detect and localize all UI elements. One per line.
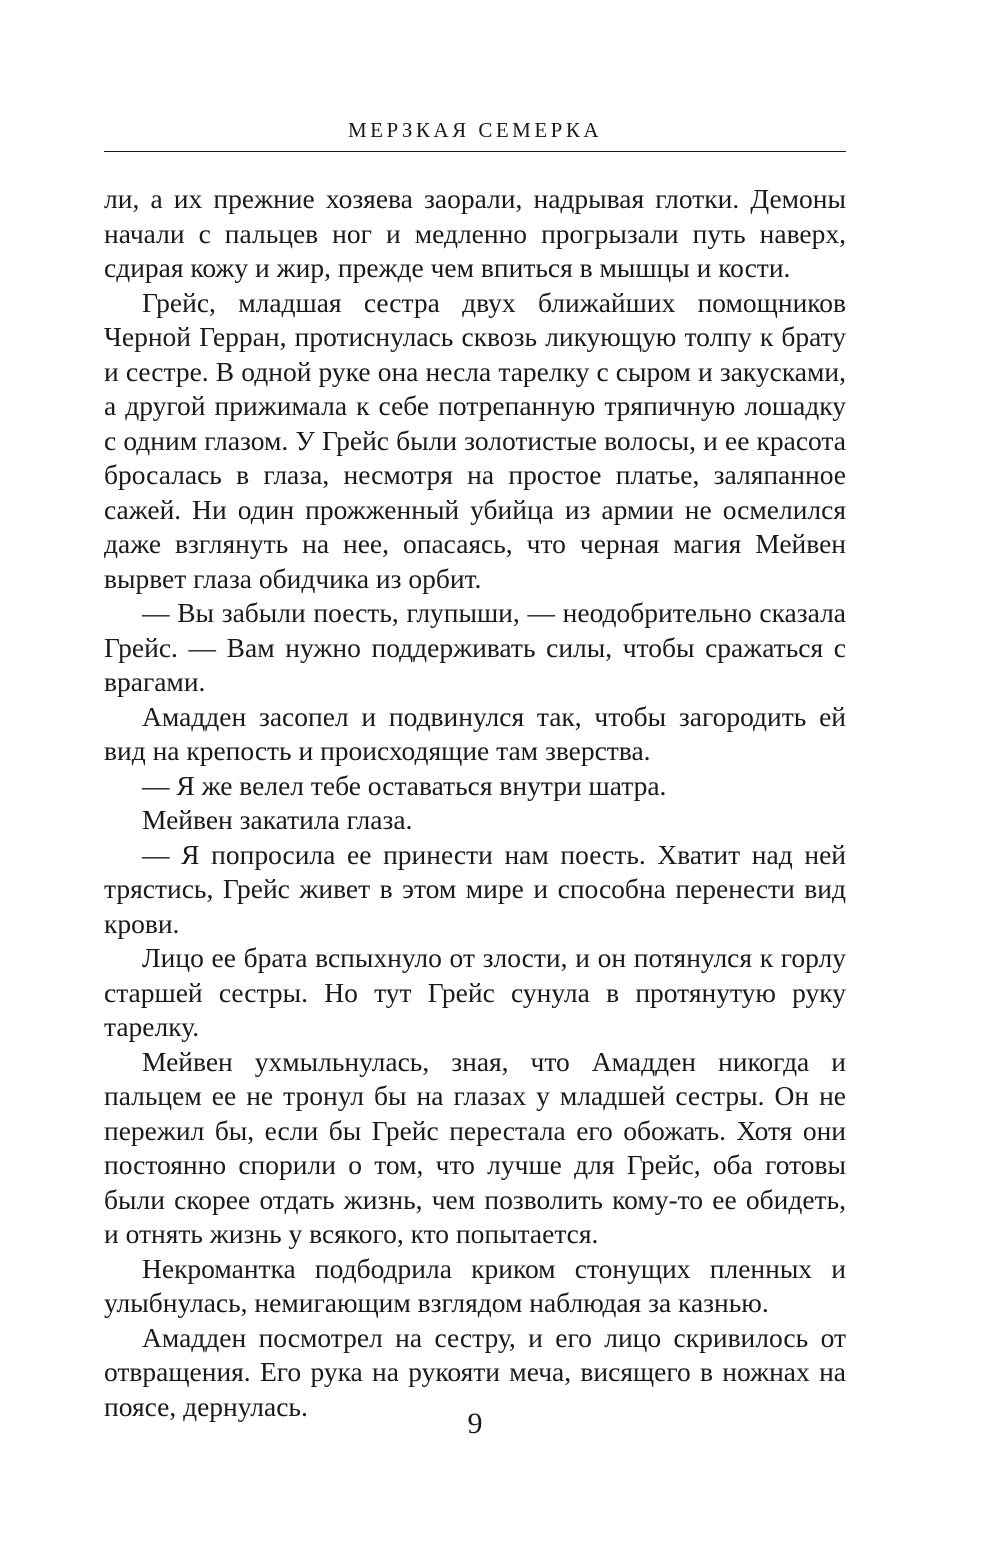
header-rule xyxy=(104,151,846,152)
page-number: 9 xyxy=(467,1407,483,1440)
paragraph: Некромантка подбодрила криком стонущих пленных и улыбнулась, немигающим взглядом наблюдая за казнью. xyxy=(104,1252,846,1318)
paragraph: — Я попросила ее принести нам поесть. Хватит над ней трястись, Грейс живет в этом мире и способна перенести вид крови. xyxy=(104,838,846,939)
body-text xyxy=(104,182,846,1424)
paragraph: Мейвен ухмыльнулась, зная, что Амадден никогда и пальцем ее не тронул бы на глазах у младшей сестры. Он не пережил бы, если бы Грейс перестала его обожать. Хотя они постоянно спорили о том, что лучше для Грейс, оба готовы были скорее отдать жизнь, чем позволить кому-то ее обидеть, и отнять жизнь у всякого, кто попытается. xyxy=(104,1045,846,1249)
paragraph: — Вы забыли поесть, глупыши, — неодобрительно сказала Грейс. — Вам нужно поддерживать силы, чтобы сражаться с врагами. xyxy=(104,597,846,697)
paragraph: Амадден засопел и подвинулся так, чтобы загородить ей вид на крепость и происходящие там зверства. xyxy=(104,700,846,766)
paragraph: Грейс, младшая сестра двух ближайших помощников Черной Герран, протиснулась сквозь ликующую толпу к брату и сестре. В одной руке она несла тарелку с сыром и закусками, а другой прижимала к себе потрепанную тряпичную лошадку с одним глазом. У Грейс были золотистые волосы, и ее красота бросалась в глаза, несмотря на простое платье, заляпанное сажей. Ни один прожженный убийца из армии не осмелился даже взглянуть на нее, опасаясь, что черная магия Мейвен вырвет глаза обидчика из орбит. xyxy=(104,286,846,594)
running-head-title: МЕРЗКАЯ СЕМЕРКА xyxy=(347,118,603,142)
paragraph: Мейвен закатила глаза. xyxy=(142,804,413,835)
paragraph: ли, а их прежние хозяева заорали, надрывая глотки. Демоны начали с пальцев ног и медленно прогрызали путь наверх, сдирая кожу и жир, прежде чем впиться в мышцы и кости. xyxy=(104,183,846,283)
paragraph: Амадден посмотрел на сестру, и его лицо скривилось от отвращения. Его рука на рукояти меча, висящего в ножнах на поясе, дернулась. xyxy=(104,1321,846,1422)
paragraph: Лицо ее брата вспыхнуло от злости, и он потянулся к горлу старшей сестры. Но тут Грейс сунула в протянутую руку тарелку. xyxy=(104,942,846,1042)
paragraph: — Я же велел тебе оставаться внутри шатра. xyxy=(142,769,667,801)
